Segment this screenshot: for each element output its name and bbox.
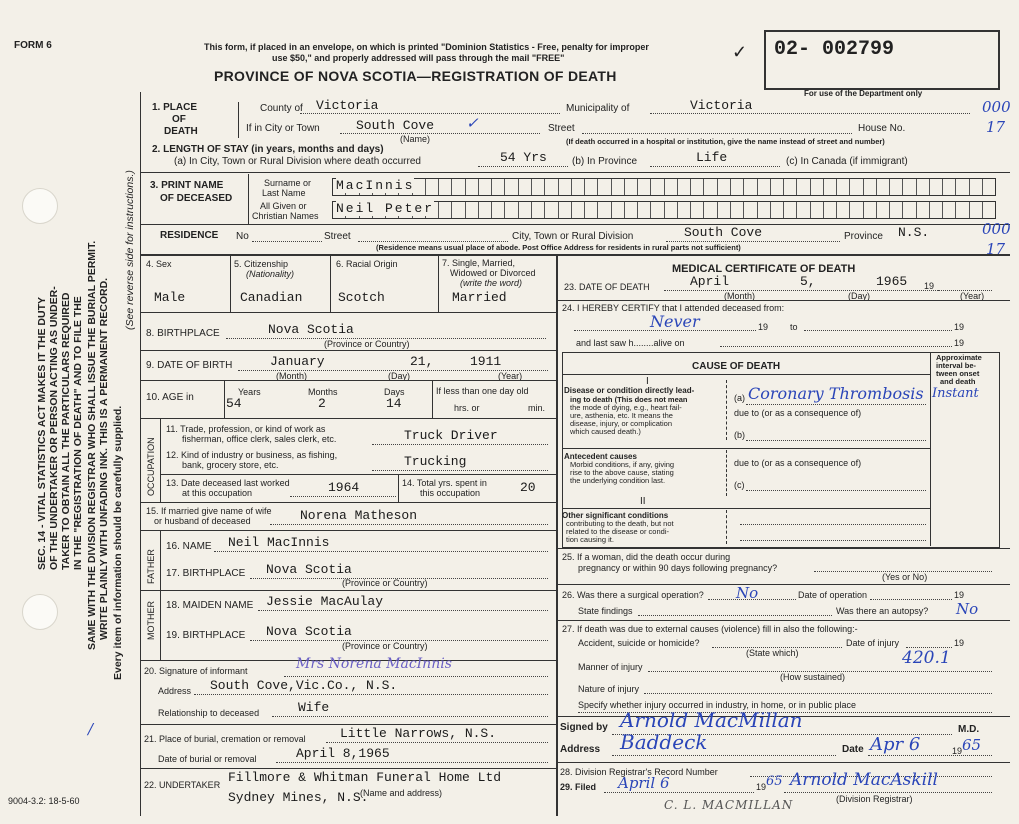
place-label: 1. PLACE: [152, 102, 198, 113]
footer-code: 9004-3.2: 18-5-60: [8, 796, 80, 806]
physician-signature: Arnold MacMillan: [620, 708, 803, 732]
line: [708, 599, 796, 600]
citizenship-sub: (Nationality): [246, 269, 295, 279]
mother-birthplace-note: (Province or Country): [342, 641, 428, 651]
filed-label: 29. Filed: [560, 782, 597, 792]
place-label: OF: [172, 114, 186, 125]
year-prefix: 19: [954, 322, 965, 332]
instruction-note: Every item of information should be carefully supplied.: [112, 405, 124, 680]
surname-label: Last Name: [262, 188, 306, 198]
code-mark: 000: [982, 98, 1011, 116]
divider: [556, 584, 1010, 585]
line: [740, 524, 926, 525]
birthplace-label: 8. BIRTHPLACE: [146, 328, 220, 339]
yes-no-note: (Yes or No): [882, 572, 928, 582]
line: [284, 676, 548, 677]
law-text: TAKER TO OBTAIN ALL THE PARTICULARS REQUIRED: [60, 292, 72, 570]
last-saw-label: and last saw h........alive on: [576, 338, 685, 348]
external-label: 27. If death was due to external causes (violence) fill in also the following:-: [562, 624, 858, 634]
woman-label: pregnancy or within 90 days following pregnancy?: [578, 563, 778, 573]
relationship-value: Wife: [298, 700, 330, 715]
racial-label: 6. Racial Origin: [336, 259, 398, 269]
line: [870, 599, 952, 600]
county-label: County of: [260, 103, 303, 114]
line: [746, 404, 926, 405]
bracket: [726, 380, 727, 440]
divider: [562, 508, 930, 509]
dob-label: 9. DATE OF BIRTH: [146, 360, 233, 371]
min-label: min.: [528, 403, 546, 413]
how-sustained-note: (How sustained): [780, 672, 846, 682]
surgical-value: No: [736, 584, 759, 602]
surname-value: MacInnis: [336, 178, 415, 193]
law-text: SAME WITH THE DIVISION REGISTRAR WHO SHALL ISSUE THE BURIAL PERMIT.: [86, 240, 98, 650]
divider: [140, 724, 556, 725]
code-mark: 17: [986, 240, 1006, 258]
burial-date: April 8,1965: [296, 746, 390, 761]
marital-label: Widowed or Divorced: [450, 268, 536, 278]
year-prefix: 19: [954, 590, 965, 600]
stay-a-label: (a) In City, Town or Rural Division where death occurred: [174, 156, 421, 167]
line: [276, 762, 548, 763]
line: [638, 615, 832, 616]
informant-label: 20. Signature of informant: [144, 666, 248, 676]
undertaker-value: Fillmore & Whitman Funeral Home Ltd: [228, 770, 502, 785]
law-text: SEC. 14 - VITAL STATISTICS ACT MAKES IT THE DUTY: [36, 296, 48, 570]
month-note: (Month): [724, 291, 756, 301]
residence-province: N.S.: [898, 225, 930, 240]
less-day-label: If less than one day old: [436, 386, 529, 396]
line: [720, 346, 952, 347]
check-mark: ✓: [732, 42, 748, 62]
divider: [330, 256, 331, 312]
place-label: DEATH: [164, 126, 198, 137]
residence-province-label: Province: [844, 231, 883, 242]
father-name-label: 16. NAME: [166, 541, 212, 552]
address-label: Address: [158, 686, 192, 696]
total-years-value: 20: [520, 480, 536, 495]
age-label: 10. AGE in: [146, 392, 194, 403]
sig-year: 65: [962, 736, 982, 754]
name-label: OF DECEASED: [160, 193, 233, 204]
trade-label: fisherman, office clerk, sales clerk, etc.: [182, 434, 337, 444]
birthplace-value: Nova Scotia: [268, 322, 354, 337]
line: [612, 755, 836, 756]
center-divider: [556, 256, 558, 816]
attended-value: Never: [650, 312, 700, 331]
divider: [160, 530, 161, 660]
given-value: Neil Peter: [336, 201, 435, 216]
name-note: (Name): [400, 134, 431, 144]
city-value: South Cove: [356, 118, 435, 133]
undertaker-label: 22. UNDERTAKER: [144, 780, 221, 790]
divider: [140, 254, 1010, 256]
divider: [224, 380, 225, 418]
surgical-label: 26. Was there a surgical operation?: [562, 590, 704, 600]
line: [650, 166, 780, 167]
surname-label: Surname or: [264, 178, 312, 188]
antecedent-label: Antecedent causes: [564, 452, 637, 461]
sex-value: Male: [154, 290, 186, 305]
woman-label: 25. If a woman, did the death occur during: [562, 552, 731, 562]
line: [300, 113, 560, 114]
divider: [432, 380, 433, 418]
autopsy-value: No: [956, 600, 979, 618]
code-mark: 17: [986, 118, 1006, 136]
filed-date: April 6: [618, 774, 670, 792]
disease-label: ure, asthenia, etc. It means the: [570, 411, 673, 420]
sig-date-label: Date: [842, 744, 864, 755]
industry-label: 12. Kind of industry or business, as fishing,: [166, 450, 338, 460]
line: [340, 133, 540, 134]
day-note: (Day): [848, 291, 870, 301]
marital-label: (write the word): [460, 278, 523, 288]
death-year: 1965: [876, 274, 908, 289]
due-to-label: due to (or as a consequence of): [734, 408, 862, 418]
check-mark: ✓: [466, 114, 479, 132]
divider: [556, 762, 1010, 763]
spouse-value: Norena Matheson: [300, 508, 418, 523]
line: [746, 490, 926, 491]
hospital-note: (If death occurred in a hospital or institution, give the name instead of street and number): [566, 137, 885, 146]
undertaker-note: (Name and address): [360, 788, 443, 798]
occupation-side-label: OCCUPATION: [146, 437, 156, 496]
stay-a-value: 54 Yrs: [500, 150, 547, 165]
divider: [140, 768, 556, 769]
marital-label: 7. Single, Married,: [442, 258, 516, 268]
stay-b-value: Life: [696, 150, 728, 165]
filed-year: 65: [766, 774, 783, 789]
other-label: contributing to the death, but not: [566, 519, 674, 528]
registrar-note: (Division Registrar): [836, 794, 913, 804]
surname-grid: [332, 178, 996, 196]
line: [650, 113, 970, 114]
month-note: (Month): [276, 371, 308, 381]
bracket: [238, 102, 239, 138]
registrar-signature: Arnold MacAskill: [790, 770, 938, 790]
divider: [438, 256, 439, 312]
mother-side-label: MOTHER: [146, 601, 156, 640]
undertaker-city: Sydney Mines, N.S.: [228, 790, 369, 805]
mother-name-label: 18. MAIDEN NAME: [166, 600, 254, 611]
roman-two: II: [640, 496, 646, 507]
interval-label: interval be-: [936, 361, 977, 370]
reverse-note: (See reverse side for instructions.): [124, 170, 136, 330]
line: [258, 610, 548, 611]
pencil-mark: /: [88, 720, 94, 738]
day-note: (Day): [388, 371, 410, 381]
trade-value: Truck Driver: [404, 428, 498, 443]
residence-note: (Residence means usual place of abode. Post Office Address for residents in rural parts not sufficient): [376, 243, 741, 252]
line: [270, 524, 548, 525]
total-years-label: this occupation: [420, 488, 481, 498]
line: [664, 290, 962, 291]
divider: [140, 590, 556, 591]
racial-value: Scotch: [338, 290, 385, 305]
divider: [140, 350, 556, 351]
line: [372, 444, 548, 445]
father-side-label: FATHER: [146, 549, 156, 584]
last-worked-label: at this occupation: [182, 488, 253, 498]
residence-no-label: No: [236, 231, 249, 242]
last-worked-value: 1964: [328, 480, 360, 495]
line: [746, 440, 926, 441]
year-prefix: 19: [758, 322, 769, 332]
manner-label: Manner of injury: [578, 662, 643, 672]
hrs-label: hrs. or: [454, 403, 480, 413]
form-title: PROVINCE OF NOVA SCOTIA—REGISTRATION OF DEATH: [214, 68, 617, 84]
dob-month: January: [270, 354, 325, 369]
last-worked-label: 13. Date deceased last worked: [166, 478, 290, 488]
house-label: House No.: [858, 123, 906, 134]
divider: [140, 380, 556, 381]
dob-day: 21,: [410, 354, 434, 369]
divider: [230, 256, 231, 312]
county-value: Victoria: [316, 98, 379, 113]
to-label: to: [790, 322, 798, 332]
line: [214, 551, 548, 552]
sig-date: Apr 6: [870, 734, 921, 755]
divider: [140, 502, 556, 503]
physician-address-label: Address: [560, 744, 601, 755]
medical-heading: MEDICAL CERTIFICATE OF DEATH: [672, 263, 856, 275]
residence-city-label: City, Town or Rural Division: [512, 231, 634, 242]
age-days: 14: [386, 396, 402, 411]
line: [740, 540, 926, 541]
physician-address: Baddeck: [620, 730, 708, 754]
divider: [562, 448, 930, 449]
line: [252, 241, 322, 242]
city-label: If in City or Town: [246, 123, 320, 134]
mother-birthplace-label: 19. BIRTHPLACE: [166, 630, 246, 641]
marital-value: Married: [452, 290, 507, 305]
spouse-label: 15. If married give name of wife: [146, 506, 272, 516]
cause-b-label: (b): [734, 430, 745, 440]
spouse-label: or husband of deceased: [154, 516, 251, 526]
sex-label: 4. Sex: [146, 259, 172, 269]
residence-city: South Cove: [684, 225, 763, 240]
mother-name-value: Jessie MacAulay: [266, 594, 384, 609]
stay-b-label: (b) In Province: [572, 156, 638, 167]
father-name-value: Neil MacInnis: [228, 535, 330, 550]
days-label: Days: [384, 387, 405, 397]
cause-a-interval: Instant: [932, 386, 979, 401]
year-note: (Year): [498, 371, 523, 381]
attended-label: 24. I HEREBY CERTIFY that I attended deceased from:: [562, 303, 785, 313]
divider: [140, 530, 556, 531]
death-month: April: [690, 274, 730, 289]
line: [868, 755, 992, 756]
form-left-border: [140, 92, 141, 816]
citizenship-label: 5. Citizenship: [234, 259, 289, 269]
street-label: Street: [548, 123, 575, 134]
divider: [556, 548, 1010, 549]
months-label: Months: [308, 387, 338, 397]
divider: [140, 312, 556, 313]
op-date-label: Date of operation: [798, 590, 868, 600]
line: [290, 496, 396, 497]
autopsy-label: Was there an autopsy?: [836, 606, 929, 616]
divider: [160, 418, 161, 502]
year-prefix: 19: [924, 281, 935, 291]
line: [604, 792, 754, 793]
year-prefix: 19: [954, 338, 965, 348]
divider: [140, 418, 556, 419]
disease-label: disease, injury, or complication: [570, 419, 672, 428]
signed-label: Signed by: [560, 722, 608, 733]
divider: [140, 172, 1010, 173]
cause-a-label: (a): [734, 393, 745, 403]
line: [326, 742, 548, 743]
year-note: (Year): [960, 291, 985, 301]
line: [372, 470, 548, 471]
father-birthplace-value: Nova Scotia: [266, 562, 352, 577]
divider: [556, 620, 1010, 621]
father-birthplace-label: 17. BIRTHPLACE: [166, 568, 246, 579]
line: [194, 694, 548, 695]
line: [582, 133, 852, 134]
punch-hole: [22, 594, 58, 630]
registrar-stamp: C. L. MACMILLAN: [664, 798, 794, 812]
cause-heading: CAUSE OF DEATH: [692, 361, 781, 372]
burial-place: Little Narrows, N.S.: [340, 726, 497, 741]
line: [358, 241, 508, 242]
industry-value: Trucking: [404, 454, 467, 469]
due-to-label: due to (or as a consequence of): [734, 458, 862, 468]
bracket: [726, 510, 727, 544]
death-day: 5,: [800, 274, 816, 289]
line: [644, 693, 992, 694]
interval-label: Approximate: [936, 353, 982, 362]
registrar-record-label: 28. Division Registrar's Record Number: [560, 767, 718, 777]
years-label: Years: [238, 387, 261, 397]
divider: [140, 224, 1010, 225]
cause-code: 420.1: [902, 648, 951, 668]
line: [574, 330, 756, 331]
mother-birthplace-value: Nova Scotia: [266, 624, 352, 639]
punch-hole: [22, 188, 58, 224]
residence-label: RESIDENCE: [160, 230, 219, 241]
md-label: M.D.: [958, 724, 980, 735]
other-label: tion causing it.: [566, 535, 614, 544]
informant-signature: Mrs Norena MacInnis: [296, 656, 452, 672]
informant-address: South Cove,Vic.Co., N.S.: [210, 678, 398, 693]
name-label: 3. PRINT NAME: [150, 180, 224, 191]
state-which-note: (State which): [746, 648, 799, 658]
divider: [562, 374, 930, 375]
injury-date-label: Date of injury: [846, 638, 900, 648]
antecedent-label: Morbid conditions, if any, giving: [570, 460, 675, 469]
divider: [556, 300, 1010, 301]
bracket: [726, 450, 727, 496]
age-years: 54: [226, 396, 242, 411]
interval-label: tween onset: [936, 369, 980, 378]
stay-label: 2. LENGTH OF STAY (in years, months and days): [152, 144, 384, 155]
envelope-note: use $50," and properly addressed will pass through the mail "FREE": [272, 53, 565, 63]
given-label: Christian Names: [252, 211, 319, 221]
envelope-note: This form, if placed in an envelope, on which is printed "Dominion Statistics - Free, penalty for improper: [204, 42, 649, 52]
age-months: 2: [318, 396, 326, 411]
registration-number-box: [764, 30, 1000, 90]
nature-label: Nature of injury: [578, 684, 640, 694]
line: [804, 330, 952, 331]
findings-label: State findings: [578, 606, 633, 616]
residence-street-label: Street: [324, 231, 351, 242]
registration-number: 02- 002799: [774, 38, 895, 61]
other-label: Other significant conditions: [562, 511, 669, 520]
cause-c-label: (c): [734, 480, 745, 490]
total-years-label: 14. Total yrs. spent in: [402, 478, 487, 488]
stay-c-label: (c) In Canada (if immigrant): [786, 156, 908, 167]
law-text: OF THE UNDERTAKER OR PERSON ACTING AS UNDER-: [48, 286, 60, 570]
disease-label: ing to death (This does not mean: [570, 395, 688, 404]
disease-label: Disease or condition directly lead-: [564, 386, 695, 395]
line: [784, 792, 992, 793]
year-prefix: 19: [952, 746, 963, 756]
antecedent-label: the underlying condition last.: [570, 476, 666, 485]
dob-year: 1911: [470, 354, 502, 369]
burial-date-label: Date of burial or removal: [158, 754, 257, 764]
where-label: Specify whether injury occurred in industry, in home, or in public place: [578, 700, 856, 710]
relationship-label: Relationship to deceased: [158, 708, 260, 718]
law-text: IN THE "REGISTRATION OF DEATH" AND TO FILE THE: [72, 296, 84, 570]
accident-label: Accident, suicide or homicide?: [578, 638, 700, 648]
antecedent-label: rise to the above cause, stating: [570, 468, 674, 477]
birthplace-note: (Province or Country): [324, 339, 410, 349]
death-date-label: 23. DATE OF DEATH: [564, 282, 650, 292]
father-birthplace-note: (Province or Country): [342, 578, 428, 588]
municipality-label: Municipality of: [566, 103, 630, 114]
divider: [930, 352, 931, 546]
form-number: FORM 6: [14, 40, 52, 51]
disease-label: which caused death.): [570, 427, 641, 436]
cause-a-value: Coronary Thrombosis: [748, 384, 924, 403]
line: [478, 166, 568, 167]
trade-label: 11. Trade, profession, or kind of work as: [166, 424, 326, 434]
industry-label: bank, grocery store, etc.: [182, 460, 279, 470]
citizenship-value: Canadian: [240, 290, 303, 305]
line: [272, 716, 548, 717]
year-prefix: 19: [756, 782, 767, 792]
law-text: WRITE PLAINLY WITH UNFADING INK. THIS IS A PERMANENT RECORD.: [98, 277, 110, 640]
given-label: All Given or: [260, 201, 307, 211]
municipality-value: Victoria: [690, 98, 753, 113]
line: [666, 241, 840, 242]
code-mark: 000: [982, 220, 1011, 238]
divider: [398, 474, 399, 502]
year-prefix: 19: [954, 638, 965, 648]
roman-one: I: [646, 376, 649, 387]
interval-label: and death: [940, 377, 976, 386]
department-note: For use of the Department only: [804, 89, 923, 98]
burial-label: 21. Place of burial, cremation or removal: [144, 734, 306, 744]
disease-label: the mode of dying, e.g., heart fail-: [570, 403, 682, 412]
divider: [248, 174, 249, 224]
divider: [160, 474, 556, 475]
other-label: related to the disease or condi-: [566, 527, 669, 536]
